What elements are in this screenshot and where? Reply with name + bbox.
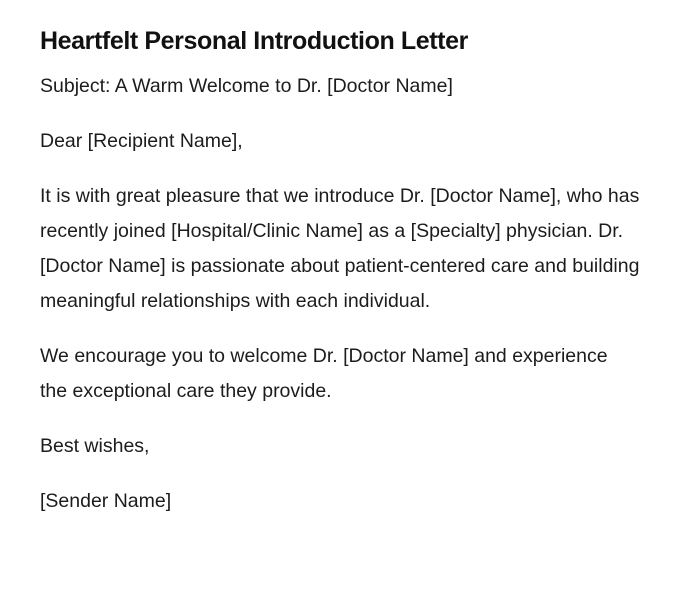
- letter-closing: Best wishes,: [40, 435, 150, 457]
- letter-signature: [Sender Name]: [40, 490, 172, 512]
- letter-body-paragraph-1: It is with great pleasure that we introduce Dr. [Doctor Name], who has recently joined [Hospital/Clinic Name] as a [Specialty] physician. Dr. [Doctor Name] is passionate about patient-centered care and building meaningful relationships with each individual.: [40, 185, 640, 312]
- letter-body-paragraph-2: We encourage you to welcome Dr. [Doctor Name] and experience the exceptional care they provide.: [40, 345, 608, 402]
- letter-subject: Subject: A Warm Welcome to Dr. [Doctor Name]: [40, 75, 453, 97]
- letter-title: Heartfelt Personal Introduction Letter: [40, 27, 468, 55]
- letter-salutation: Dear [Recipient Name],: [40, 130, 243, 152]
